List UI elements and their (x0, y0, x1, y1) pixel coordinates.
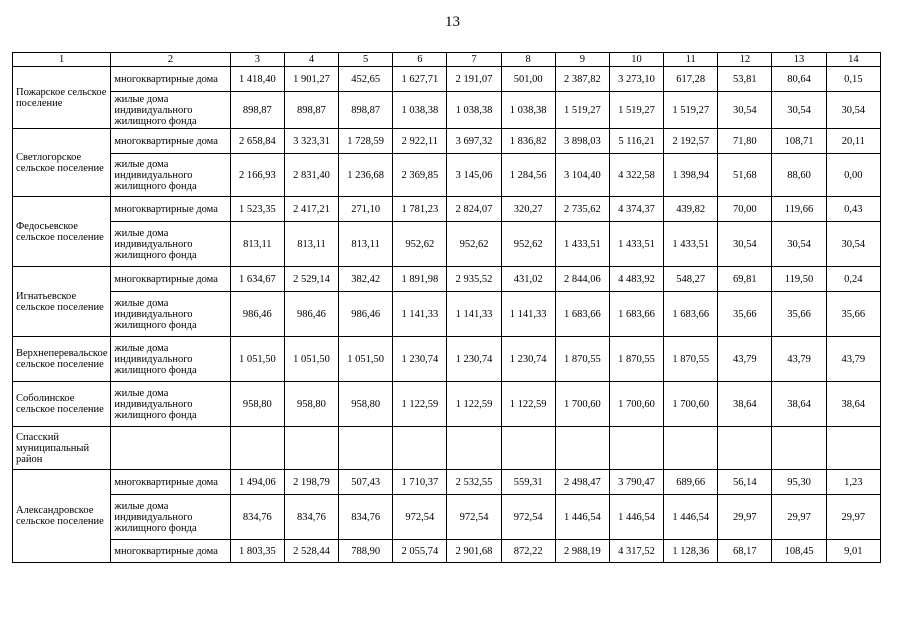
value-cell: 1 141,33 (501, 292, 555, 337)
value-cell: 51,68 (718, 154, 772, 197)
value-cell: 4 374,37 (609, 197, 663, 222)
value-cell: 56,14 (718, 470, 772, 495)
value-cell (609, 427, 663, 470)
value-cell: 958,80 (230, 382, 284, 427)
building-type-cell: жилые дома индивидуального жилищного фонда (111, 292, 230, 337)
table-row (13, 129, 881, 154)
value-cell: 1 141,33 (447, 292, 501, 337)
value-cell: 1 051,50 (284, 337, 338, 382)
value-cell: 2 922,11 (393, 129, 447, 154)
building-type-cell: жилые дома индивидуального жилищного фонда (111, 154, 230, 197)
value-cell: 1 901,27 (284, 67, 338, 92)
table-row (13, 92, 881, 129)
value-cell: 3 273,10 (609, 67, 663, 92)
value-cell: 431,02 (501, 267, 555, 292)
building-type-cell: многоквартирные дома (111, 197, 230, 222)
value-cell: 689,66 (664, 470, 718, 495)
column-header: 10 (609, 53, 663, 67)
value-cell: 972,54 (501, 495, 555, 540)
value-cell: 958,80 (339, 382, 393, 427)
value-cell: 1 519,27 (555, 92, 609, 129)
value-cell: 986,46 (284, 292, 338, 337)
value-cell: 834,76 (284, 495, 338, 540)
value-cell (772, 427, 826, 470)
column-header: 9 (555, 53, 609, 67)
table-row (13, 267, 881, 292)
value-cell: 95,30 (772, 470, 826, 495)
value-cell: 2 417,21 (284, 197, 338, 222)
value-cell: 2 658,84 (230, 129, 284, 154)
value-cell: 1 446,54 (664, 495, 718, 540)
value-cell: 1 051,50 (339, 337, 393, 382)
value-cell: 898,87 (230, 92, 284, 129)
value-cell: 617,28 (664, 67, 718, 92)
value-cell: 2 387,82 (555, 67, 609, 92)
value-cell (393, 427, 447, 470)
column-header: 4 (284, 53, 338, 67)
municipality-cell: Соболинское сельское поселение (13, 382, 111, 427)
building-type-cell: многоквартирные дома (111, 267, 230, 292)
value-cell: 1 433,51 (609, 222, 663, 267)
value-cell: 29,97 (718, 495, 772, 540)
table-row (13, 154, 881, 197)
value-cell: 1,23 (826, 470, 880, 495)
value-cell: 2 532,55 (447, 470, 501, 495)
value-cell: 1 433,51 (555, 222, 609, 267)
building-type-cell: многоквартирные дома (111, 540, 230, 563)
value-cell: 898,87 (339, 92, 393, 129)
page-number: 13 (445, 14, 460, 30)
value-cell: 382,42 (339, 267, 393, 292)
value-cell: 972,54 (393, 495, 447, 540)
value-cell: 3 697,32 (447, 129, 501, 154)
value-cell: 38,64 (772, 382, 826, 427)
municipality-cell: Верхнеперевальское сельское поселение (13, 337, 111, 382)
table-row (13, 427, 881, 470)
value-cell: 1 627,71 (393, 67, 447, 92)
building-type-cell: жилые дома индивидуального жилищного фонда (111, 382, 230, 427)
value-cell: 1 728,59 (339, 129, 393, 154)
building-type-cell: жилые дома индивидуального жилищного фонда (111, 495, 230, 540)
value-cell: 986,46 (230, 292, 284, 337)
value-cell: 2 831,40 (284, 154, 338, 197)
value-cell: 30,54 (772, 222, 826, 267)
table-row (13, 292, 881, 337)
table-row (13, 222, 881, 267)
value-cell: 88,60 (772, 154, 826, 197)
column-header: 5 (339, 53, 393, 67)
value-cell: 1 870,55 (609, 337, 663, 382)
value-cell: 501,00 (501, 67, 555, 92)
value-cell: 1 710,37 (393, 470, 447, 495)
value-cell: 952,62 (501, 222, 555, 267)
value-cell: 1 781,23 (393, 197, 447, 222)
municipality-cell: Спасский муниципальный район (13, 427, 111, 470)
value-cell: 1 122,59 (501, 382, 555, 427)
value-cell: 958,80 (284, 382, 338, 427)
value-cell: 1 683,66 (664, 292, 718, 337)
value-cell: 1 683,66 (555, 292, 609, 337)
value-cell: 1 418,40 (230, 67, 284, 92)
value-cell: 1 494,06 (230, 470, 284, 495)
value-cell: 108,71 (772, 129, 826, 154)
column-header: 11 (664, 53, 718, 67)
value-cell: 1 519,27 (609, 92, 663, 129)
value-cell: 38,64 (826, 382, 880, 427)
value-cell: 30,54 (772, 92, 826, 129)
value-cell: 2 824,07 (447, 197, 501, 222)
building-type-cell: жилые дома индивидуального жилищного фонда (111, 222, 230, 267)
value-cell: 872,22 (501, 540, 555, 563)
value-cell (230, 427, 284, 470)
value-cell: 1 230,74 (501, 337, 555, 382)
value-cell (718, 427, 772, 470)
value-cell: 71,80 (718, 129, 772, 154)
value-cell: 1 870,55 (664, 337, 718, 382)
value-cell: 559,31 (501, 470, 555, 495)
value-cell: 952,62 (447, 222, 501, 267)
value-cell: 972,54 (447, 495, 501, 540)
municipality-cell: Федосьевское сельское поселение (13, 197, 111, 267)
value-cell: 0,00 (826, 154, 880, 197)
value-cell: 548,27 (664, 267, 718, 292)
table-row (13, 337, 881, 382)
header-row (13, 53, 881, 67)
value-cell: 20,11 (826, 129, 880, 154)
value-cell: 1 803,35 (230, 540, 284, 563)
table-row (13, 197, 881, 222)
value-cell: 3 898,03 (555, 129, 609, 154)
value-cell: 1 634,67 (230, 267, 284, 292)
value-cell: 1 128,36 (664, 540, 718, 563)
value-cell: 320,27 (501, 197, 555, 222)
value-cell: 4 317,52 (609, 540, 663, 563)
building-type-cell: жилые дома индивидуального жилищного фонда (111, 92, 230, 129)
value-cell (826, 427, 880, 470)
value-cell: 271,10 (339, 197, 393, 222)
municipality-cell: Светлогорское сельское поселение (13, 129, 111, 197)
value-cell: 2 369,85 (393, 154, 447, 197)
value-cell: 813,11 (284, 222, 338, 267)
value-cell: 119,50 (772, 267, 826, 292)
value-cell: 2 988,19 (555, 540, 609, 563)
value-cell: 30,54 (826, 222, 880, 267)
value-cell: 1 398,94 (664, 154, 718, 197)
table-row (13, 540, 881, 563)
value-cell: 1 038,38 (393, 92, 447, 129)
value-cell (284, 427, 338, 470)
value-cell: 29,97 (826, 495, 880, 540)
building-type-cell: жилые дома индивидуального жилищного фонда (111, 337, 230, 382)
value-cell: 38,64 (718, 382, 772, 427)
value-cell: 0,43 (826, 197, 880, 222)
building-type-cell: многоквартирные дома (111, 129, 230, 154)
value-cell: 2 529,14 (284, 267, 338, 292)
value-cell: 952,62 (393, 222, 447, 267)
value-cell: 69,81 (718, 267, 772, 292)
value-cell: 108,45 (772, 540, 826, 563)
value-cell: 2 166,93 (230, 154, 284, 197)
column-header: 3 (230, 53, 284, 67)
value-cell: 4 483,92 (609, 267, 663, 292)
value-cell: 439,82 (664, 197, 718, 222)
value-cell: 788,90 (339, 540, 393, 563)
municipality-cell: Пожарское сельское поселение (13, 67, 111, 129)
value-cell (664, 427, 718, 470)
value-cell: 1 700,60 (555, 382, 609, 427)
value-cell: 2 844,06 (555, 267, 609, 292)
value-cell: 1 870,55 (555, 337, 609, 382)
value-cell: 70,00 (718, 197, 772, 222)
column-header: 6 (393, 53, 447, 67)
value-cell: 119,66 (772, 197, 826, 222)
value-cell: 2 191,07 (447, 67, 501, 92)
value-cell: 1 519,27 (664, 92, 718, 129)
value-cell: 2 528,44 (284, 540, 338, 563)
value-cell: 898,87 (284, 92, 338, 129)
value-cell (447, 427, 501, 470)
value-cell: 30,54 (718, 92, 772, 129)
value-cell (339, 427, 393, 470)
value-cell: 813,11 (339, 222, 393, 267)
table-row (13, 67, 881, 92)
value-cell (501, 427, 555, 470)
value-cell: 2 192,57 (664, 129, 718, 154)
column-header: 8 (501, 53, 555, 67)
value-cell: 2 901,68 (447, 540, 501, 563)
value-cell: 0,15 (826, 67, 880, 92)
value-cell: 1 700,60 (664, 382, 718, 427)
municipality-cell: Игнатьевское сельское поселение (13, 267, 111, 337)
value-cell: 1 433,51 (664, 222, 718, 267)
value-cell: 1 523,35 (230, 197, 284, 222)
column-header: 7 (447, 53, 501, 67)
value-cell: 3 323,31 (284, 129, 338, 154)
value-cell: 35,66 (772, 292, 826, 337)
value-cell: 30,54 (826, 92, 880, 129)
value-cell: 1 284,56 (501, 154, 555, 197)
value-cell: 1 038,38 (447, 92, 501, 129)
value-cell: 4 322,58 (609, 154, 663, 197)
value-cell: 53,81 (718, 67, 772, 92)
value-cell: 2 498,47 (555, 470, 609, 495)
table-row (13, 382, 881, 427)
value-cell: 834,76 (230, 495, 284, 540)
value-cell: 2 935,52 (447, 267, 501, 292)
value-cell: 3 145,06 (447, 154, 501, 197)
value-cell: 2 055,74 (393, 540, 447, 563)
column-header: 14 (826, 53, 880, 67)
value-cell: 1 891,98 (393, 267, 447, 292)
value-cell: 35,66 (718, 292, 772, 337)
value-cell: 80,64 (772, 67, 826, 92)
value-cell: 813,11 (230, 222, 284, 267)
value-cell: 43,79 (718, 337, 772, 382)
table-row (13, 470, 881, 495)
column-header: 2 (111, 53, 230, 67)
column-header: 13 (772, 53, 826, 67)
building-type-cell: многоквартирные дома (111, 67, 230, 92)
table-row (13, 495, 881, 540)
value-cell: 452,65 (339, 67, 393, 92)
value-cell: 1 836,82 (501, 129, 555, 154)
municipality-cell: Александровское сельское поселение (13, 470, 111, 563)
value-cell: 1 700,60 (609, 382, 663, 427)
building-type-cell: многоквартирные дома (111, 470, 230, 495)
value-cell (555, 427, 609, 470)
value-cell: 43,79 (826, 337, 880, 382)
value-cell: 43,79 (772, 337, 826, 382)
value-cell: 1 038,38 (501, 92, 555, 129)
value-cell: 1 230,74 (393, 337, 447, 382)
value-cell: 1 122,59 (447, 382, 501, 427)
value-cell: 1 122,59 (393, 382, 447, 427)
value-cell: 9,01 (826, 540, 880, 563)
value-cell: 1 051,50 (230, 337, 284, 382)
building-type-cell (111, 427, 230, 470)
value-cell: 986,46 (339, 292, 393, 337)
value-cell: 834,76 (339, 495, 393, 540)
value-cell: 35,66 (826, 292, 880, 337)
value-cell: 2 198,79 (284, 470, 338, 495)
column-header: 12 (718, 53, 772, 67)
tariff-table (12, 52, 881, 563)
value-cell: 1 230,74 (447, 337, 501, 382)
value-cell: 1 446,54 (555, 495, 609, 540)
column-header: 1 (13, 53, 111, 67)
value-cell: 29,97 (772, 495, 826, 540)
value-cell: 1 446,54 (609, 495, 663, 540)
value-cell: 3 790,47 (609, 470, 663, 495)
value-cell: 0,24 (826, 267, 880, 292)
value-cell: 3 104,40 (555, 154, 609, 197)
value-cell: 2 735,62 (555, 197, 609, 222)
value-cell: 1 141,33 (393, 292, 447, 337)
value-cell: 68,17 (718, 540, 772, 563)
value-cell: 507,43 (339, 470, 393, 495)
value-cell: 30,54 (718, 222, 772, 267)
value-cell: 5 116,21 (609, 129, 663, 154)
value-cell: 1 236,68 (339, 154, 393, 197)
value-cell: 1 683,66 (609, 292, 663, 337)
